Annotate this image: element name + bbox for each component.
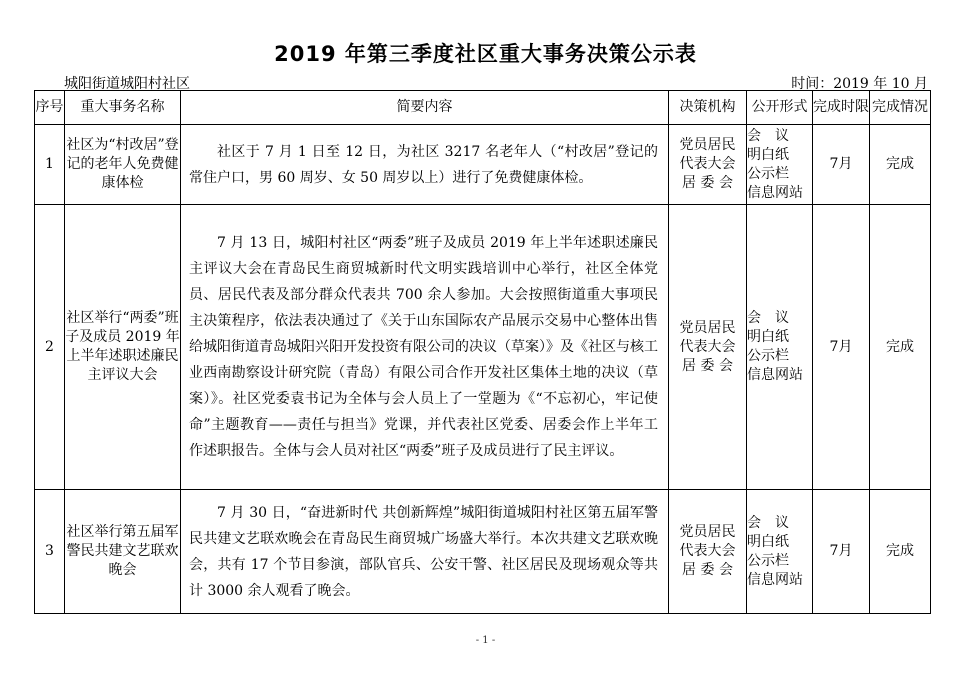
row-summary: 7 月 30 日，“奋进新时代 共创新辉煌”城阳街道城阳村社区第五届军警民共建文艺联欢晚会在青岛民生商贸城广场盛大举行。本次共建文艺联欢晚会，共有 17 个节目参演，部队官兵、公安干警、社区居民及现场观众等共计 3000 余人观看了晚会。 xyxy=(181,490,669,614)
org-line: 居 委 会 xyxy=(682,562,733,578)
header-name: 重大事务名称 xyxy=(65,91,181,125)
row-deadline: 7月 xyxy=(813,490,870,614)
org-line: 代表大会 xyxy=(679,338,736,355)
header-pub: 公开形式 xyxy=(747,91,813,125)
pub-line: 明白纸 xyxy=(747,329,789,345)
row-status: 完成 xyxy=(870,490,931,614)
pub-line: 公示栏 xyxy=(747,165,789,182)
decision-table xyxy=(34,90,931,614)
header-summary: 简要内容 xyxy=(181,91,669,125)
table-header-row xyxy=(35,91,931,125)
row-summary: 社区于 7 月 1 日至 12 日，为社区 3217 名老年人（“村改居”登记的常住户口，男 60 周岁、女 50 周岁以上）进行了免费健康体检。 xyxy=(181,125,669,205)
pub-line: 明白纸 xyxy=(747,533,789,550)
pub-line: 明白纸 xyxy=(747,146,789,163)
row-num: 3 xyxy=(35,490,65,614)
row-org xyxy=(669,490,747,614)
row-name: 社区为“村改居”登记的老年人免费健康体检 xyxy=(65,125,181,205)
pub-line: 会 议 xyxy=(747,310,789,326)
header-status: 完成情况 xyxy=(870,91,931,125)
row-pub xyxy=(747,490,813,614)
org-line: 代表大会 xyxy=(679,543,736,559)
row-status: 完成 xyxy=(870,205,931,490)
org-line: 党员居民 xyxy=(679,319,736,336)
org-line: 党员居民 xyxy=(679,524,736,540)
pub-line: 信息网站 xyxy=(747,571,803,588)
row-name: 社区举行“两委”班子及成员 2019 年上半年述职述廉民主评议大会 xyxy=(65,205,181,490)
pub-line: 信息网站 xyxy=(747,367,803,383)
row-num: 2 xyxy=(35,205,65,490)
row-org xyxy=(669,125,747,205)
row-summary: 7 月 13 日，城阳村社区“两委”班子及成员 2019 年上半年述职述廉民主评议大会在青岛民生商贸城新时代文明实践培训中心举行，社区全体党员、居民代表及部分群众代表共 700 余人参加。大会按照街道重大事项民主决策程序，依法表决通过了《关于山东国际农产品展示交易中心整体出售给城阳街道青岛城阳兴阳开发投资有限公司的决议（草案）》及《社区与核工业西南勘察设计研究院（青岛）有限公司合作开发社区集体土地的决议（草案）》。社区党委袁书记为全体与会人员上了一堂题为《“不忘初心，牢记使命”主题教育——责任与担当》党课，并代表社区党委、居委会作上半年工作述职报告。全体与会人员对社区“两委”班子及成员进行了民主评议。 xyxy=(181,205,669,490)
row-org xyxy=(669,205,747,490)
row-num: 1 xyxy=(35,125,65,205)
page-title: 2019 年第三季度社区重大事务决策公示表 xyxy=(274,42,697,66)
row-pub xyxy=(747,205,813,490)
pub-line: 公示栏 xyxy=(747,552,789,569)
table-row xyxy=(35,125,931,205)
org-line: 党员居民 xyxy=(679,137,736,153)
row-pub xyxy=(747,125,813,205)
table-row xyxy=(35,205,931,490)
org-line: 代表大会 xyxy=(679,156,736,172)
pub-line: 会 议 xyxy=(747,127,789,144)
pub-line: 信息网站 xyxy=(747,184,803,201)
table-row xyxy=(35,490,931,614)
org-line: 居 委 会 xyxy=(682,357,733,374)
row-name: 社区举行第五届军警民共建文艺联欢晚会 xyxy=(65,490,181,614)
row-deadline: 7月 xyxy=(813,205,870,490)
org-line: 居 委 会 xyxy=(682,175,733,191)
header-deadline: 完成时限 xyxy=(813,91,870,125)
pub-line: 会 议 xyxy=(747,514,789,531)
header-org: 决策机构 xyxy=(669,91,747,125)
row-status: 完成 xyxy=(870,125,931,205)
header-num: 序号 xyxy=(35,91,65,125)
pub-line: 公示栏 xyxy=(747,348,789,364)
community-name: 城阳街道城阳村社区 xyxy=(64,76,190,92)
report-date: 时间：2019 年 10 月 xyxy=(791,76,928,92)
page-number: - 1 - xyxy=(475,635,496,646)
row-deadline: 7月 xyxy=(813,125,870,205)
